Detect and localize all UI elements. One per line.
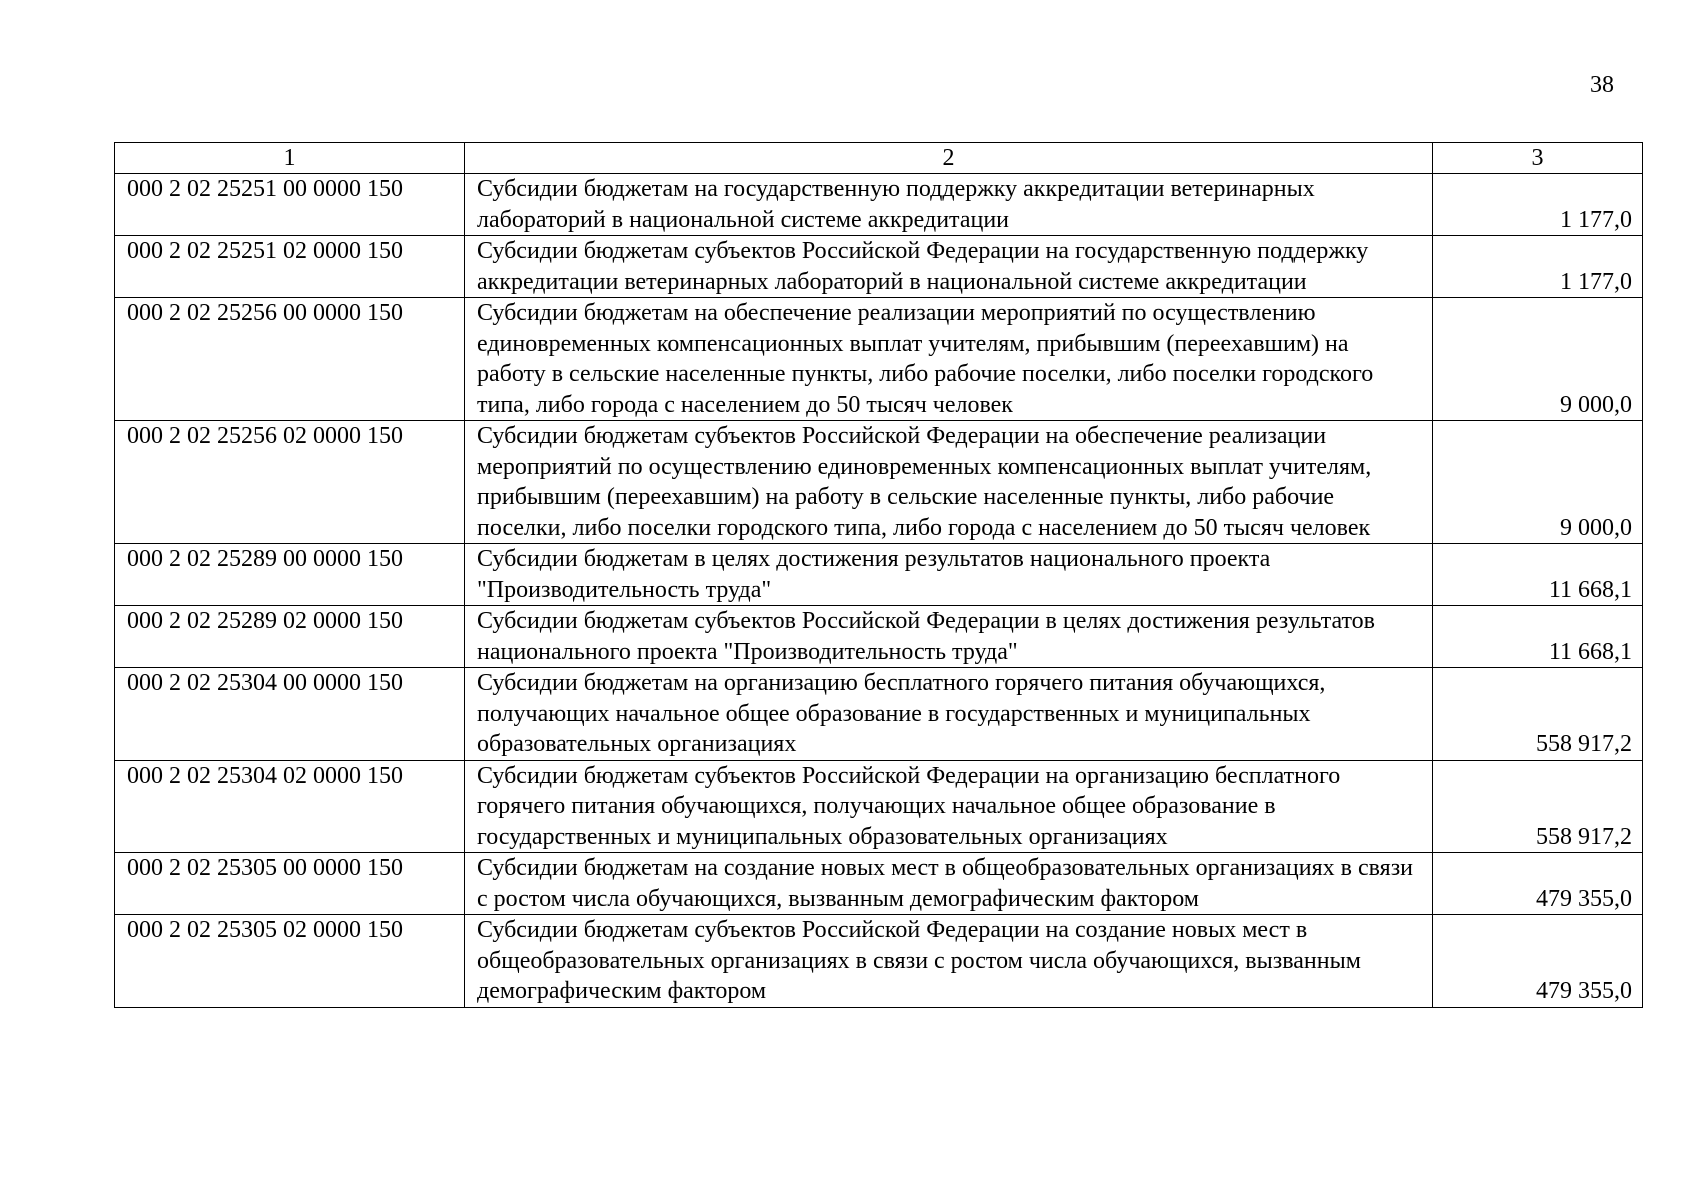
row-amount: 479 355,0 bbox=[1433, 915, 1643, 1008]
row-code: 000 2 02 25305 00 0000 150 bbox=[115, 853, 465, 915]
table-row bbox=[115, 760, 1643, 853]
table-row bbox=[115, 298, 1643, 421]
row-description: Субсидии бюджетам субъектов Российской Федерации в целях достижения результатов национального проекта "Производительность труда" bbox=[465, 606, 1433, 668]
table-row bbox=[115, 544, 1643, 606]
row-description: Субсидии бюджетам на обеспечение реализации мероприятий по осуществлению единовременных компенсационных выплат учителям, прибывшим (переехавшим) на работу в сельские населенные пункты, либо рабочие поселки, либо поселки городского типа, либо города с населением до 50 тысяч человек bbox=[465, 298, 1433, 421]
column-header-amount: 3 bbox=[1433, 143, 1643, 174]
table-row bbox=[115, 668, 1643, 761]
row-amount: 1 177,0 bbox=[1433, 174, 1643, 236]
row-amount: 479 355,0 bbox=[1433, 853, 1643, 915]
row-code: 000 2 02 25289 02 0000 150 bbox=[115, 606, 465, 668]
row-code: 000 2 02 25304 00 0000 150 bbox=[115, 668, 465, 761]
table-row bbox=[115, 236, 1643, 298]
table-row bbox=[115, 421, 1643, 544]
row-description: Субсидии бюджетам субъектов Российской Федерации на государственную поддержку аккредитации ветеринарных лабораторий в национальной системе аккредитации bbox=[465, 236, 1433, 298]
row-description: Субсидии бюджетам на создание новых мест в общеобразовательных организациях в связи с ростом числа обучающихся, вызванным демографическим фактором bbox=[465, 853, 1433, 915]
table-row bbox=[115, 915, 1643, 1008]
column-header-description: 2 bbox=[465, 143, 1433, 174]
table-row bbox=[115, 606, 1643, 668]
row-code: 000 2 02 25251 00 0000 150 bbox=[115, 174, 465, 236]
row-description: Субсидии бюджетам субъектов Российской Федерации на создание новых мест в общеобразовательных организациях в связи с ростом числа обучающихся, вызванным демографическим фактором bbox=[465, 915, 1433, 1008]
column-header-code: 1 bbox=[115, 143, 465, 174]
row-code: 000 2 02 25256 00 0000 150 bbox=[115, 298, 465, 421]
row-description: Субсидии бюджетам на государственную поддержку аккредитации ветеринарных лабораторий в национальной системе аккредитации bbox=[465, 174, 1433, 236]
row-code: 000 2 02 25256 02 0000 150 bbox=[115, 421, 465, 544]
row-description: Субсидии бюджетам в целях достижения результатов национального проекта "Производительность труда" bbox=[465, 544, 1433, 606]
row-code: 000 2 02 25305 02 0000 150 bbox=[115, 915, 465, 1008]
table-row bbox=[115, 853, 1643, 915]
row-code: 000 2 02 25251 02 0000 150 bbox=[115, 236, 465, 298]
row-code: 000 2 02 25304 02 0000 150 bbox=[115, 760, 465, 853]
budget-table bbox=[114, 142, 1643, 1008]
row-amount: 11 668,1 bbox=[1433, 606, 1643, 668]
row-code: 000 2 02 25289 00 0000 150 bbox=[115, 544, 465, 606]
row-description: Субсидии бюджетам субъектов Российской Федерации на организацию бесплатного горячего питания обучающихся, получающих начальное общее образование в государственных и муниципальных образовательных организациях bbox=[465, 760, 1433, 853]
row-amount: 1 177,0 bbox=[1433, 236, 1643, 298]
table-row bbox=[115, 174, 1643, 236]
page-number: 38 bbox=[1590, 72, 1614, 98]
row-amount: 9 000,0 bbox=[1433, 421, 1643, 544]
row-amount: 11 668,1 bbox=[1433, 544, 1643, 606]
table-header-row bbox=[115, 143, 1643, 174]
row-description: Субсидии бюджетам субъектов Российской Федерации на обеспечение реализации мероприятий по осуществлению единовременных компенсационных выплат учителям, прибывшим (переехавшим) на работу в сельские населенные пункты, либо рабочие поселки, либо поселки городского типа, либо города с населением до 50 тысяч человек bbox=[465, 421, 1433, 544]
row-amount: 558 917,2 bbox=[1433, 668, 1643, 761]
row-amount: 558 917,2 bbox=[1433, 760, 1643, 853]
row-amount: 9 000,0 bbox=[1433, 298, 1643, 421]
row-description: Субсидии бюджетам на организацию бесплатного горячего питания обучающихся, получающих начальное общее образование в государственных и муниципальных образовательных организациях bbox=[465, 668, 1433, 761]
